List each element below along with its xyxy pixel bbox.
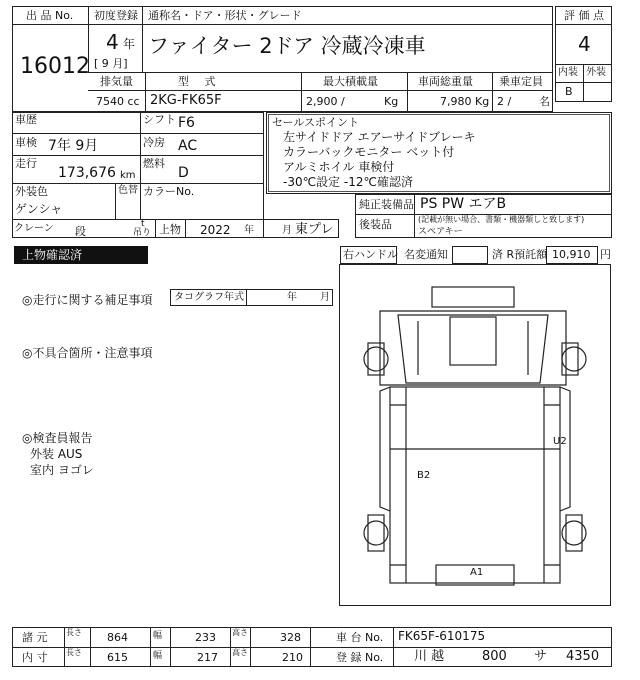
crane-label: クレーン xyxy=(14,223,54,234)
inspection: 7年 9月 xyxy=(48,138,99,154)
crane-ton: t xyxy=(141,219,145,229)
reg-label: 登 録 No. xyxy=(336,651,384,664)
mileage: 173,676 xyxy=(58,165,116,181)
exterior-report: 外装 AUS xyxy=(30,447,83,461)
equipment-label: 純正装備品 xyxy=(359,198,414,211)
first-reg-label: 初度登録 xyxy=(94,9,138,22)
first-reg-month: [ 9 月] xyxy=(94,57,128,70)
capacity: 2 / xyxy=(497,95,512,108)
inspection-label: 車検 xyxy=(15,136,37,149)
name-change-box xyxy=(452,246,488,264)
sales-points-label: セールスポイント xyxy=(272,116,360,129)
bed-month-unit: 月 xyxy=(282,225,292,236)
capacity-unit: 名 xyxy=(539,95,550,108)
reg-kana: サ xyxy=(534,649,548,664)
gross-weight: 7,980 Kg xyxy=(440,95,490,108)
model-label: 型 式 xyxy=(178,75,222,88)
max-load-unit: Kg xyxy=(384,95,399,108)
chassis-label: 車 台 No. xyxy=(336,631,384,644)
year-unit: 年 xyxy=(123,37,136,51)
fuel-label: 燃料 xyxy=(143,157,165,170)
ac: AC xyxy=(178,138,198,154)
score-label: 評 価 点 xyxy=(564,9,604,22)
ac-label: 冷房 xyxy=(143,136,165,149)
displacement-label: 排気量 xyxy=(100,75,133,88)
reg-class: 800 xyxy=(482,649,507,664)
history-label: 車歴 xyxy=(15,113,37,126)
bed-year: 2022 xyxy=(200,223,231,237)
recycle-label: 済 R預託額 xyxy=(492,248,548,261)
name-change-label: 名変通知 xyxy=(404,248,448,261)
recycle-amount: 10,910 xyxy=(552,248,591,261)
crane-stage: 段 xyxy=(75,225,86,238)
damage-mark-a1: A1 xyxy=(470,567,484,578)
sales-point-line: アルミホイル 車検付 xyxy=(283,160,395,174)
ext-color: ゲンシャ xyxy=(15,202,63,216)
reg-number: 4350 xyxy=(566,649,600,664)
sales-point-line: カラーバックモニター ベット付 xyxy=(283,145,455,159)
first-reg-year: 4 xyxy=(106,30,119,54)
gross-weight-label: 車両総重量 xyxy=(418,75,473,88)
inner-height: 210 xyxy=(282,651,303,664)
len-label: 長さ xyxy=(66,628,82,637)
supplement-heading: ◎走行に関する補足事項 xyxy=(22,293,153,307)
vehicle-name-label: 通称名・ドア・形状・グレード xyxy=(148,9,302,22)
mileage-label: 走行 xyxy=(15,157,37,170)
dims-length: 864 xyxy=(107,631,128,644)
shift-label: シフト xyxy=(143,113,176,126)
aftermarket-label: 後装品 xyxy=(359,218,392,231)
dims-label: 諸 元 xyxy=(22,631,48,644)
dims-height: 328 xyxy=(280,631,301,644)
hgt-label: 高さ xyxy=(232,628,248,637)
exterior-label: 外装 xyxy=(586,67,606,78)
tachograph-label: タコグラフ年式 xyxy=(174,292,244,303)
truck-outline-diagram xyxy=(340,265,610,605)
model: 2KG-FK65F xyxy=(150,93,222,108)
capacity-label: 乗車定員 xyxy=(499,75,543,88)
sales-point-line: -30℃設定 -12℃確認済 xyxy=(283,175,413,189)
tacho-month: 月 xyxy=(320,292,330,303)
hgt-label: 高さ xyxy=(232,648,248,657)
color-no-label: カラーNo. xyxy=(143,185,195,198)
vehicle-name: ファイター 2ドア 冷蔵冷凍車 xyxy=(148,34,426,58)
dims-width: 233 xyxy=(195,631,216,644)
ext-color-label: 外装色 xyxy=(15,185,48,198)
inner-width: 217 xyxy=(197,651,218,664)
fuel: D xyxy=(178,165,189,181)
damage-diagram xyxy=(339,264,611,606)
interior-label: 内装 xyxy=(558,67,578,78)
bed-check-badge: 上物確認済 xyxy=(14,246,148,264)
color-label: 色替 xyxy=(118,185,138,196)
score: 4 xyxy=(578,32,591,56)
sales-point-line: 左サイドドア エアーサイドブレーキ xyxy=(283,130,476,144)
wid-label: 幅 xyxy=(153,631,163,641)
interior-report: 室内 ヨゴレ xyxy=(30,463,94,477)
max-load-label: 最大積載量 xyxy=(323,75,378,88)
inner-length: 615 xyxy=(107,651,128,664)
damage-mark-u2: U2 xyxy=(553,436,567,447)
wid-label: 幅 xyxy=(153,651,163,661)
spare-key: スペアキー xyxy=(418,227,463,237)
inspector-heading: ◎検査員報告 xyxy=(22,431,93,445)
equipment-note: (記載が無い場合、書類・機器類しと致します) xyxy=(418,215,585,224)
shift: F6 xyxy=(178,115,195,131)
max-load: 2,900 / xyxy=(306,95,345,108)
crane-hook: 吊り xyxy=(133,228,152,238)
right-hand: 右ハンドル xyxy=(343,248,398,261)
lot-no-label: 出 品 No. xyxy=(26,9,74,22)
interior-grade: B xyxy=(565,85,573,98)
bed-label: 上物 xyxy=(159,223,181,236)
mileage-unit: km xyxy=(120,170,136,181)
tacho-year: 年 xyxy=(287,292,297,303)
chassis-number: FK65F-610175 xyxy=(398,629,486,643)
recycle-unit: 円 xyxy=(600,248,611,261)
bed-maker: 東プレ xyxy=(295,222,334,237)
equipment-value: PS PW エアB xyxy=(420,196,507,212)
inner-label: 内 寸 xyxy=(22,651,48,664)
damage-mark-b2: B2 xyxy=(417,470,431,481)
reg-area: 川 越 xyxy=(414,649,445,664)
len-label: 長さ xyxy=(66,648,82,657)
defects-heading: ◎不具合箇所・注意事項 xyxy=(22,346,153,360)
displacement: 7540 cc xyxy=(96,95,140,108)
bed-year-unit: 年 xyxy=(244,225,254,236)
lot-no: 16012 xyxy=(20,54,90,79)
